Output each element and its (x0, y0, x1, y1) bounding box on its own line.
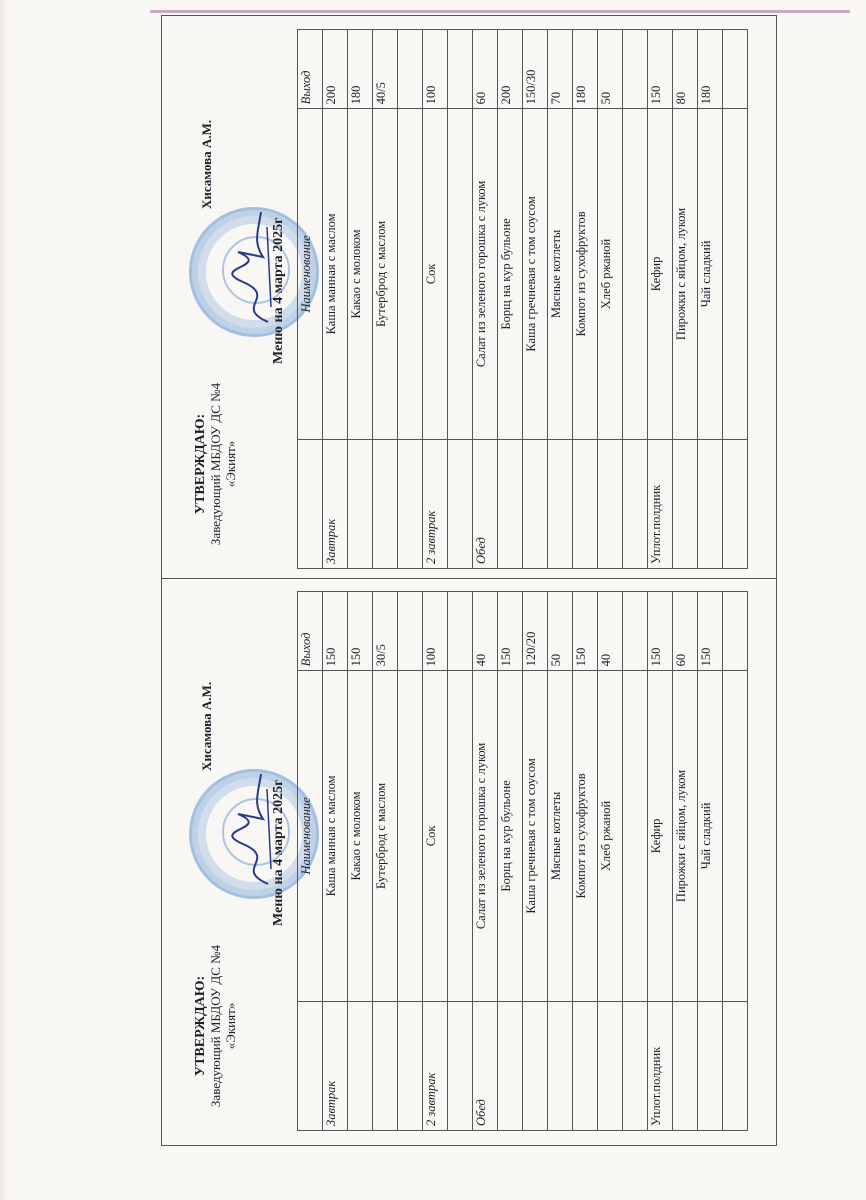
dish-name-cell (398, 671, 423, 1001)
approval-title: УТВЕРЖДАЮ: (193, 413, 208, 515)
menu-panel-bottom (189, 591, 749, 1131)
table-header-row (298, 30, 323, 569)
meal-cell: Уплот.полдник (648, 1001, 673, 1130)
output-cell (398, 30, 423, 109)
meal-cell (373, 1001, 398, 1130)
meal-cell (673, 439, 698, 568)
output-cell: 200 (498, 30, 523, 109)
dish-name-cell: Мясные котлеты (548, 109, 573, 439)
table-row (473, 30, 498, 569)
dish-name-cell: Салат из зеленого горошка с луком (473, 109, 498, 439)
page-divider (162, 578, 776, 579)
dish-name-cell: Компот из сухофруктов (573, 109, 598, 439)
output-cell: 180 (573, 30, 598, 109)
panel-header (189, 29, 297, 569)
dish-name-cell: Пирожки с яйцом, луком (673, 109, 698, 439)
table-row (498, 592, 523, 1131)
menu-panel-top (189, 29, 749, 569)
table-row (348, 592, 373, 1131)
output-cell (448, 30, 473, 109)
output-cell: 120/20 (523, 592, 548, 671)
output-cell: 150 (573, 592, 598, 671)
dish-name-cell: Сок (423, 671, 448, 1001)
dish-name-cell: Бутерброд с маслом (373, 109, 398, 439)
output-cell: 50 (548, 592, 573, 671)
output-cell: 40 (598, 592, 623, 671)
meal-cell: Завтрак (323, 1001, 348, 1130)
meal-cell: Завтрак (323, 439, 348, 568)
dish-name-cell: Компот из сухофруктов (573, 671, 598, 1001)
meal-cell (548, 439, 573, 568)
meal-cell (673, 1001, 698, 1130)
output-cell: 180 (698, 30, 723, 109)
column-name: Наименование (298, 109, 323, 439)
table-row (548, 30, 573, 569)
meal-cell (448, 439, 473, 568)
menu-table (297, 29, 748, 569)
dish-name-cell: Чай сладкий (698, 109, 723, 439)
meal-cell (598, 1001, 623, 1130)
approval-title: УТВЕРЖДАЮ: (193, 975, 208, 1077)
output-cell: 200 (323, 30, 348, 109)
dish-name-cell: Сок (423, 109, 448, 439)
table-row (673, 30, 698, 569)
table-row (648, 592, 673, 1131)
table-row (623, 592, 648, 1131)
table-row (448, 592, 473, 1131)
dish-name-cell (623, 671, 648, 1001)
meal-cell (523, 1001, 548, 1130)
output-cell: 180 (348, 30, 373, 109)
table-row (573, 592, 598, 1131)
top-edge-mark (150, 10, 850, 13)
dish-name-cell (448, 671, 473, 1001)
dish-name-cell: Кефир (648, 671, 673, 1001)
approval-block (193, 921, 238, 1131)
menu-rows-top (323, 30, 748, 569)
dish-name-cell: Кефир (648, 109, 673, 439)
output-cell (623, 30, 648, 109)
output-cell: 150 (648, 592, 673, 671)
table-row (373, 592, 398, 1131)
dish-name-cell: Чай сладкий (698, 671, 723, 1001)
output-cell: 40 (473, 592, 498, 671)
output-cell: 150 (648, 30, 673, 109)
table-row (423, 30, 448, 569)
dish-name-cell: Бутерброд с маслом (373, 671, 398, 1001)
table-row (598, 592, 623, 1131)
output-cell (398, 592, 423, 671)
output-cell (723, 592, 748, 671)
output-cell: 70 (548, 30, 573, 109)
table-row (623, 30, 648, 569)
dish-name-cell: Пирожки с яйцом, луком (673, 671, 698, 1001)
output-cell: 60 (473, 30, 498, 109)
dish-name-cell: Мясные котлеты (548, 671, 573, 1001)
meal-cell (723, 439, 748, 568)
table-row (598, 30, 623, 569)
table-header-row (298, 592, 323, 1131)
meal-cell (623, 1001, 648, 1130)
dish-name-cell: Борщ на кур бульоне (498, 109, 523, 439)
output-cell (623, 592, 648, 671)
meal-cell (398, 1001, 423, 1130)
column-output: Выход (298, 30, 323, 109)
meal-cell (498, 439, 523, 568)
table-row (323, 592, 348, 1131)
output-cell (448, 592, 473, 671)
meal-cell (723, 1001, 748, 1130)
dish-name-cell (398, 109, 423, 439)
dish-name-cell: Борщ на кур бульоне (498, 671, 523, 1001)
table-row (648, 30, 673, 569)
meal-cell: 2 завтрак (423, 439, 448, 568)
meal-cell: 2 завтрак (423, 1001, 448, 1130)
meal-cell (698, 1001, 723, 1130)
scan-edge (0, 0, 8, 1200)
output-cell: 150 (348, 592, 373, 671)
output-cell: 150 (698, 592, 723, 671)
meal-cell (598, 439, 623, 568)
output-cell: 50 (598, 30, 623, 109)
meal-cell (573, 1001, 598, 1130)
approval-org: «Экият» (223, 440, 238, 488)
table-row (523, 30, 548, 569)
meal-cell (573, 439, 598, 568)
menu-rows-bottom (323, 592, 748, 1131)
approval-position: Заведующий МБДОУ ДС №4 (208, 382, 223, 546)
output-cell: 100 (423, 592, 448, 671)
menu-title: Меню на 4 марта 2025г (271, 779, 286, 926)
output-cell: 150/30 (523, 30, 548, 109)
dish-name-cell: Хлеб ржаной (598, 671, 623, 1001)
table-row (473, 592, 498, 1131)
dish-name-cell: Какао с молоком (348, 109, 373, 439)
meal-cell: Уплот.полдник (648, 439, 673, 568)
meal-cell (498, 1001, 523, 1130)
dish-name-cell: Каша гречневая с том соусом (523, 671, 548, 1001)
dish-name-cell (448, 109, 473, 439)
table-row (348, 30, 373, 569)
signer-name: Хисамова А.М. (199, 119, 214, 209)
table-row (698, 30, 723, 569)
column-meal (298, 1001, 323, 1130)
meal-cell (448, 1001, 473, 1130)
meal-cell (373, 439, 398, 568)
table-row (573, 30, 598, 569)
table-row (723, 592, 748, 1131)
column-output: Выход (298, 592, 323, 671)
output-cell (723, 30, 748, 109)
meal-cell: Обед (473, 439, 498, 568)
table-row (398, 30, 423, 569)
menu-table (297, 591, 748, 1131)
table-row (673, 592, 698, 1131)
table-row (323, 30, 348, 569)
meal-cell (523, 439, 548, 568)
menu-title: Меню на 4 марта 2025г (271, 217, 286, 364)
table-row (498, 30, 523, 569)
output-cell: 150 (498, 592, 523, 671)
meal-cell (623, 439, 648, 568)
table-row (398, 592, 423, 1131)
table-row (548, 592, 573, 1131)
dish-name-cell: Салат из зеленого горошка с луком (473, 671, 498, 1001)
output-cell: 30/5 (373, 592, 398, 671)
dish-name-cell (723, 109, 748, 439)
approval-block (193, 359, 238, 569)
dish-name-cell: Хлеб ржаной (598, 109, 623, 439)
panel-header (189, 591, 297, 1131)
meal-cell (548, 1001, 573, 1130)
approval-org: «Экият» (223, 1002, 238, 1050)
output-cell: 60 (673, 592, 698, 671)
table-row (423, 592, 448, 1131)
approval-position: Заведующий МБДОУ ДС №4 (208, 944, 223, 1108)
meal-cell (348, 1001, 373, 1130)
output-cell: 150 (323, 592, 348, 671)
meal-cell (698, 439, 723, 568)
column-meal (298, 439, 323, 568)
dish-name-cell (623, 109, 648, 439)
output-cell: 40/5 (373, 30, 398, 109)
dish-name-cell: Каша манная с маслом (323, 671, 348, 1001)
column-name: Наименование (298, 671, 323, 1001)
table-row (448, 30, 473, 569)
dish-name-cell: Каша манная с маслом (323, 109, 348, 439)
output-cell: 100 (423, 30, 448, 109)
table-row (723, 30, 748, 569)
table-row (523, 592, 548, 1131)
signer-name: Хисамова А.М. (199, 681, 214, 771)
meal-cell (348, 439, 373, 568)
output-cell: 80 (673, 30, 698, 109)
meal-cell (398, 439, 423, 568)
dish-name-cell: Какао с молоком (348, 671, 373, 1001)
table-row (698, 592, 723, 1131)
meal-cell: Обед (473, 1001, 498, 1130)
table-row (373, 30, 398, 569)
dish-name-cell (723, 671, 748, 1001)
dish-name-cell: Каша гречневая с том соусом (523, 109, 548, 439)
